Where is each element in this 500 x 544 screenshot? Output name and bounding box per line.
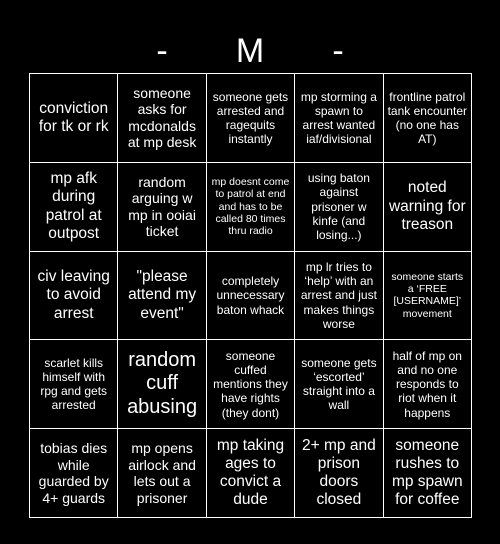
bingo-cell-r1c3[interactable] — [207, 74, 295, 163]
bingo-cell-r3c5[interactable] — [384, 252, 472, 341]
cell-text: someone gets ‘escorted’ straight into a wall — [301, 355, 377, 413]
bingo-cell-r2c2[interactable] — [118, 163, 206, 252]
bingo-cell-r3c2[interactable] — [118, 252, 206, 341]
cell-text: mp storming a spawn to arrest wanted iaf/divisional — [300, 89, 377, 147]
cell-text: mp afk during patrol at outpost — [45, 170, 102, 242]
cell-text: completely unnecessary baton whack — [216, 274, 285, 317]
cell-text: half of mp on and no one responds to riot when it happens — [392, 348, 462, 420]
cell-text: mp opens airlock and lets out a prisoner — [128, 440, 196, 506]
bingo-cell-r4c3[interactable] — [207, 340, 295, 429]
cell-text: frontline patrol tank encounter (no one has AT) — [387, 89, 467, 147]
bingo-cell-r2c3[interactable] — [207, 163, 295, 252]
bingo-cell-r5c4[interactable] — [295, 429, 383, 518]
cell-text: someone rushes to mp spawn for coffee — [391, 436, 463, 509]
cell-text: someone cuffed mentions they have rights (they dont) — [213, 348, 288, 420]
bingo-cell-r4c4[interactable] — [295, 340, 383, 429]
bingo-cell-r5c5[interactable] — [384, 429, 472, 518]
bingo-cell-r2c5[interactable] — [384, 163, 472, 252]
bingo-cell-r5c2[interactable] — [118, 429, 206, 518]
bingo-cell-r4c1[interactable] — [30, 340, 118, 429]
cell-text: 2+ mp and prison doors closed — [302, 436, 376, 509]
cell-text: using baton against prisoner w kinfe (and losing...) — [307, 171, 370, 242]
cell-text: "please attend my event" — [128, 268, 197, 322]
cell-text: conviction for tk or rk — [38, 99, 109, 135]
cell-text: noted warning for treason — [388, 179, 466, 233]
cell-text: someone gets arrested and ragequits instantly — [212, 89, 289, 147]
cell-text: scarlet kills himself with rpg and gets arrested — [40, 355, 108, 413]
bingo-cell-r1c5[interactable] — [384, 74, 472, 163]
cell-text: civ leaving to avoid arrest — [37, 268, 110, 322]
bingo-cell-r5c1[interactable] — [30, 429, 118, 518]
header-letter-right-dash: - — [332, 32, 344, 70]
bingo-cell-r4c5[interactable] — [384, 340, 472, 429]
cell-text: someone starts a ‘FREE [USERNAME]’ movement — [391, 270, 464, 320]
bingo-cell-r3c3[interactable] — [207, 252, 295, 341]
cell-text: random cuff abusing — [127, 348, 198, 419]
bingo-cell-r3c4[interactable] — [295, 252, 383, 341]
bingo-cell-r1c1[interactable] — [30, 74, 118, 163]
card-header — [0, 28, 500, 74]
bingo-cell-r1c2[interactable] — [118, 74, 206, 163]
bingo-cell-r3c1[interactable] — [30, 252, 118, 341]
cell-text: someone asks for mcdonalds at mp desk — [127, 84, 197, 151]
cell-text: mp taking ages to convict a dude — [216, 436, 285, 509]
bingo-cell-r5c3[interactable] — [207, 429, 295, 518]
bingo-cell-r1c4[interactable] — [295, 74, 383, 163]
header-letter-m: M — [235, 32, 265, 70]
cell-text: random arguing w mp in ooiai ticket — [128, 173, 196, 240]
cell-text: tobias dies while guarded by 4+ guards — [38, 440, 109, 506]
header-letter-left-dash: - — [156, 32, 168, 70]
cell-text: mp lr tries to ‘help’ with an arrest and just makes things worse — [300, 260, 377, 331]
bingo-cell-r2c4[interactable] — [295, 163, 383, 252]
cell-text: mp doesnt come to patrol at end and has to be called 80 times thru radio — [211, 175, 290, 238]
bingo-cell-r2c1[interactable] — [30, 163, 118, 252]
bingo-cell-r4c2[interactable] — [118, 340, 206, 429]
bingo-board — [29, 73, 472, 518]
